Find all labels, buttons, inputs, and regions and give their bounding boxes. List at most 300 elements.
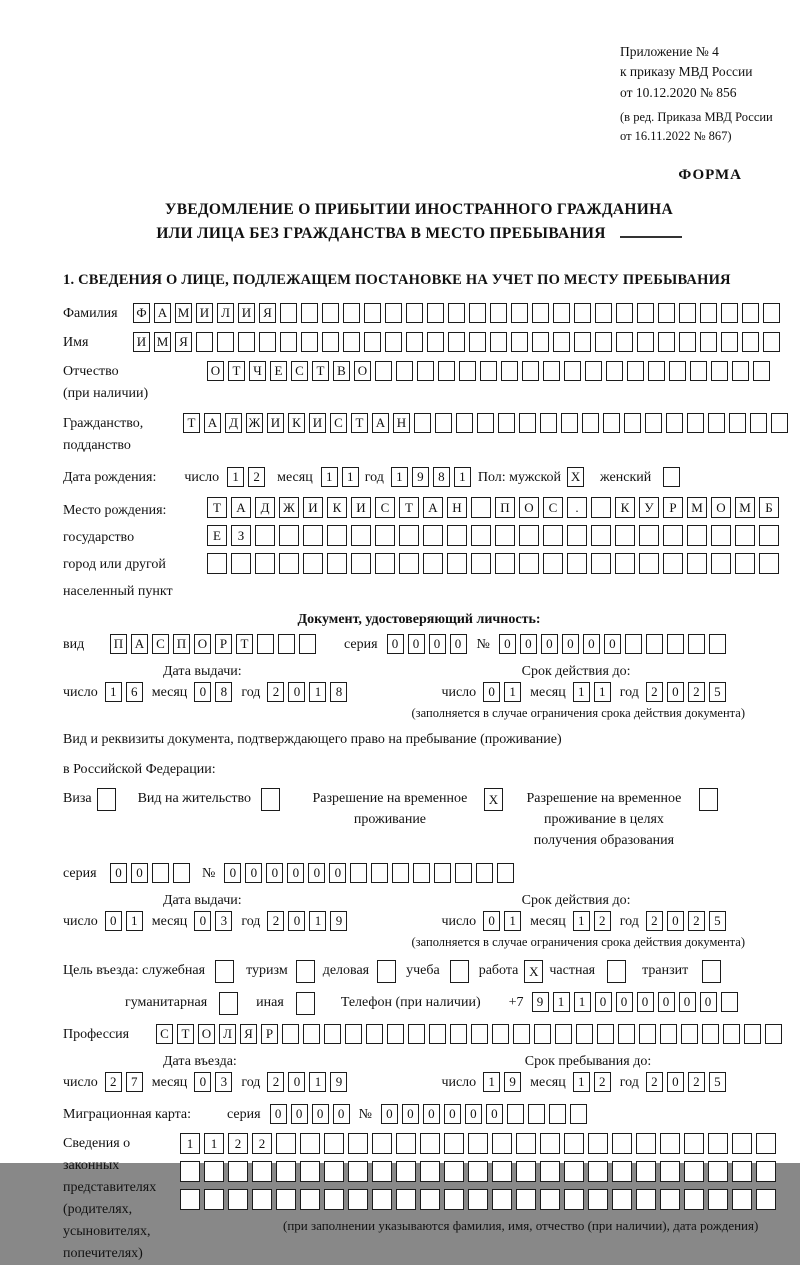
char-cell[interactable]: 0 (444, 1104, 461, 1124)
char-cell[interactable] (742, 303, 759, 323)
char-cell[interactable]: Р (261, 1024, 278, 1044)
char-cell[interactable] (744, 1024, 761, 1044)
char-cell[interactable] (406, 332, 423, 352)
char-cell[interactable]: 0 (499, 634, 516, 654)
entry-month-input[interactable] (194, 1072, 232, 1092)
char-cell[interactable]: 9 (330, 911, 347, 931)
char-cell[interactable] (763, 303, 780, 323)
patronymic-input[interactable] (207, 361, 770, 381)
char-cell[interactable] (327, 553, 347, 574)
char-cell[interactable]: 2 (594, 911, 611, 931)
char-cell[interactable]: С (291, 361, 308, 381)
char-cell[interactable] (469, 332, 486, 352)
char-cell[interactable]: 1 (504, 682, 521, 702)
char-cell[interactable] (663, 525, 683, 546)
char-cell[interactable] (476, 863, 493, 883)
char-cell[interactable]: X (567, 467, 584, 487)
char-cell[interactable] (750, 413, 767, 433)
char-cell[interactable] (278, 634, 295, 654)
char-cell[interactable] (259, 332, 276, 352)
char-cell[interactable]: П (495, 497, 515, 518)
char-cell[interactable]: О (198, 1024, 215, 1044)
sex-female-checkbox[interactable] (663, 467, 680, 487)
char-cell[interactable]: Л (219, 1024, 236, 1044)
char-cell[interactable] (759, 525, 779, 546)
char-cell[interactable] (280, 332, 297, 352)
char-cell[interactable] (372, 1189, 392, 1210)
char-cell[interactable] (564, 361, 581, 381)
char-cell[interactable]: А (423, 497, 443, 518)
char-cell[interactable] (666, 413, 683, 433)
char-cell[interactable] (606, 361, 623, 381)
char-cell[interactable] (238, 332, 255, 352)
char-cell[interactable] (555, 1024, 572, 1044)
char-cell[interactable] (300, 1161, 320, 1182)
char-cell[interactable] (759, 553, 779, 574)
char-cell[interactable] (702, 960, 721, 983)
char-cell[interactable]: 0 (541, 634, 558, 654)
char-cell[interactable] (423, 525, 443, 546)
char-cell[interactable] (511, 303, 528, 323)
char-cell[interactable]: 8 (330, 682, 347, 702)
char-cell[interactable] (471, 553, 491, 574)
char-cell[interactable]: 0 (483, 682, 500, 702)
char-cell[interactable] (615, 553, 635, 574)
char-cell[interactable]: З (231, 525, 251, 546)
char-cell[interactable] (492, 1133, 512, 1154)
char-cell[interactable]: 0 (288, 1072, 305, 1092)
char-cell[interactable]: 2 (646, 911, 663, 931)
char-cell[interactable] (574, 303, 591, 323)
char-cell[interactable] (688, 634, 705, 654)
char-cell[interactable] (690, 361, 707, 381)
name-input[interactable] (133, 332, 780, 352)
char-cell[interactable] (448, 332, 465, 352)
char-cell[interactable] (663, 553, 683, 574)
char-cell[interactable] (469, 303, 486, 323)
char-cell[interactable]: 1 (309, 1072, 326, 1092)
char-cell[interactable]: Р (663, 497, 683, 518)
char-cell[interactable]: Ф (133, 303, 150, 323)
char-cell[interactable] (490, 303, 507, 323)
char-cell[interactable] (564, 1189, 584, 1210)
char-cell[interactable] (279, 525, 299, 546)
char-cell[interactable]: 1 (594, 682, 611, 702)
char-cell[interactable] (721, 992, 738, 1012)
char-cell[interactable] (711, 525, 731, 546)
char-cell[interactable]: М (175, 303, 192, 323)
char-cell[interactable]: 0 (583, 634, 600, 654)
doc-issue-month-input[interactable] (194, 682, 232, 702)
char-cell[interactable] (498, 413, 515, 433)
char-cell[interactable] (427, 332, 444, 352)
char-cell[interactable]: Ж (279, 497, 299, 518)
char-cell[interactable]: 0 (402, 1104, 419, 1124)
char-cell[interactable]: П (110, 634, 127, 654)
char-cell[interactable] (615, 525, 635, 546)
char-cell[interactable]: X (524, 960, 543, 983)
char-cell[interactable] (447, 553, 467, 574)
char-cell[interactable]: 5 (709, 911, 726, 931)
char-cell[interactable]: Б (759, 497, 779, 518)
char-cell[interactable]: 0 (288, 682, 305, 702)
entry-year-input[interactable] (267, 1072, 347, 1092)
char-cell[interactable] (204, 1161, 224, 1182)
char-cell[interactable]: Т (312, 361, 329, 381)
char-cell[interactable] (471, 1024, 488, 1044)
char-cell[interactable] (658, 303, 675, 323)
stay-day-input[interactable] (483, 1072, 521, 1092)
char-cell[interactable]: 2 (252, 1133, 272, 1154)
char-cell[interactable] (348, 1161, 368, 1182)
char-cell[interactable]: 0 (562, 634, 579, 654)
char-cell[interactable]: А (131, 634, 148, 654)
doc-number-input[interactable] (499, 634, 726, 654)
char-cell[interactable]: Т (236, 634, 253, 654)
char-cell[interactable]: 9 (504, 1072, 521, 1092)
char-cell[interactable] (324, 1189, 344, 1210)
char-cell[interactable] (711, 361, 728, 381)
char-cell[interactable] (543, 361, 560, 381)
char-cell[interactable] (471, 497, 491, 518)
char-cell[interactable] (669, 361, 686, 381)
char-cell[interactable] (296, 992, 315, 1015)
char-cell[interactable] (549, 1104, 566, 1124)
char-cell[interactable] (660, 1133, 680, 1154)
char-cell[interactable]: 9 (412, 467, 429, 487)
char-cell[interactable] (408, 1024, 425, 1044)
char-cell[interactable] (637, 303, 654, 323)
char-cell[interactable] (660, 1161, 680, 1182)
res-issue-month-input[interactable] (194, 911, 232, 931)
char-cell[interactable] (396, 361, 413, 381)
char-cell[interactable] (588, 1189, 608, 1210)
char-cell[interactable]: 0 (194, 1072, 211, 1092)
char-cell[interactable] (231, 553, 251, 574)
res-valid-day-input[interactable] (483, 911, 521, 931)
char-cell[interactable]: 0 (486, 1104, 503, 1124)
char-cell[interactable]: 0 (423, 1104, 440, 1124)
char-cell[interactable] (603, 413, 620, 433)
char-cell[interactable] (742, 332, 759, 352)
char-cell[interactable] (303, 1024, 320, 1044)
char-cell[interactable] (658, 332, 675, 352)
representatives-row2-input[interactable] (180, 1161, 776, 1182)
char-cell[interactable] (660, 1189, 680, 1210)
char-cell[interactable] (371, 863, 388, 883)
char-cell[interactable]: А (372, 413, 389, 433)
char-cell[interactable] (639, 1024, 656, 1044)
char-cell[interactable]: 0 (287, 863, 304, 883)
char-cell[interactable]: 0 (270, 1104, 287, 1124)
char-cell[interactable] (324, 1024, 341, 1044)
char-cell[interactable]: 0 (308, 863, 325, 883)
char-cell[interactable] (495, 525, 515, 546)
char-cell[interactable]: С (152, 634, 169, 654)
char-cell[interactable]: Я (240, 1024, 257, 1044)
char-cell[interactable] (300, 1189, 320, 1210)
res-series-input[interactable] (110, 863, 190, 883)
char-cell[interactable] (756, 1189, 776, 1210)
char-cell[interactable]: 5 (709, 1072, 726, 1092)
char-cell[interactable] (753, 361, 770, 381)
char-cell[interactable]: 1 (180, 1133, 200, 1154)
char-cell[interactable]: 0 (131, 863, 148, 883)
char-cell[interactable]: 1 (204, 1133, 224, 1154)
char-cell[interactable] (765, 1024, 782, 1044)
char-cell[interactable] (301, 303, 318, 323)
char-cell[interactable]: Т (399, 497, 419, 518)
char-cell[interactable] (519, 413, 536, 433)
char-cell[interactable] (612, 1161, 632, 1182)
char-cell[interactable] (612, 1189, 632, 1210)
char-cell[interactable]: К (327, 497, 347, 518)
char-cell[interactable] (345, 1024, 362, 1044)
char-cell[interactable] (324, 1133, 344, 1154)
char-cell[interactable]: 2 (688, 911, 705, 931)
char-cell[interactable] (567, 553, 587, 574)
surname-input[interactable] (133, 303, 780, 323)
char-cell[interactable] (480, 361, 497, 381)
char-cell[interactable] (468, 1161, 488, 1182)
char-cell[interactable] (444, 1133, 464, 1154)
char-cell[interactable]: 1 (126, 911, 143, 931)
char-cell[interactable]: 1 (573, 911, 590, 931)
char-cell[interactable] (343, 303, 360, 323)
char-cell[interactable]: 0 (667, 911, 684, 931)
char-cell[interactable] (756, 1133, 776, 1154)
char-cell[interactable]: Д (255, 497, 275, 518)
char-cell[interactable] (588, 1133, 608, 1154)
char-cell[interactable] (196, 332, 213, 352)
char-cell[interactable]: Р (215, 634, 232, 654)
char-cell[interactable] (413, 863, 430, 883)
res-valid-year-input[interactable] (646, 911, 726, 931)
char-cell[interactable] (684, 1161, 704, 1182)
birth-day-input[interactable] (227, 467, 265, 487)
res-issue-day-input[interactable] (105, 911, 143, 931)
char-cell[interactable]: 1 (504, 911, 521, 931)
char-cell[interactable] (471, 525, 491, 546)
char-cell[interactable]: 0 (465, 1104, 482, 1124)
char-cell[interactable]: 9 (330, 1072, 347, 1092)
purpose-transit-checkbox[interactable] (702, 960, 721, 983)
char-cell[interactable] (427, 303, 444, 323)
char-cell[interactable]: 0 (387, 634, 404, 654)
representatives-row1-input[interactable] (180, 1133, 776, 1154)
char-cell[interactable]: 0 (667, 682, 684, 702)
char-cell[interactable] (366, 1024, 383, 1044)
char-cell[interactable] (385, 303, 402, 323)
char-cell[interactable] (528, 1104, 545, 1124)
char-cell[interactable] (591, 553, 611, 574)
char-cell[interactable] (519, 553, 539, 574)
char-cell[interactable] (616, 332, 633, 352)
char-cell[interactable] (576, 1024, 593, 1044)
char-cell[interactable] (387, 1024, 404, 1044)
char-cell[interactable] (257, 634, 274, 654)
char-cell[interactable] (534, 1024, 551, 1044)
char-cell[interactable] (276, 1161, 296, 1182)
char-cell[interactable]: 0 (700, 992, 717, 1012)
char-cell[interactable] (434, 863, 451, 883)
residence-permit-checkbox[interactable] (261, 788, 280, 811)
char-cell[interactable]: 0 (288, 911, 305, 931)
char-cell[interactable] (97, 788, 116, 811)
char-cell[interactable] (625, 634, 642, 654)
char-cell[interactable] (444, 1161, 464, 1182)
char-cell[interactable] (406, 303, 423, 323)
char-cell[interactable] (385, 332, 402, 352)
char-cell[interactable] (324, 1161, 344, 1182)
char-cell[interactable]: 2 (267, 682, 284, 702)
res-issue-year-input[interactable] (267, 911, 347, 931)
char-cell[interactable] (492, 1024, 509, 1044)
char-cell[interactable]: 0 (616, 992, 633, 1012)
char-cell[interactable] (372, 1161, 392, 1182)
char-cell[interactable] (399, 525, 419, 546)
char-cell[interactable]: У (639, 497, 659, 518)
char-cell[interactable] (180, 1161, 200, 1182)
char-cell[interactable] (616, 303, 633, 323)
char-cell[interactable]: 2 (267, 911, 284, 931)
char-cell[interactable] (435, 413, 452, 433)
char-cell[interactable]: Ж (246, 413, 263, 433)
char-cell[interactable] (645, 413, 662, 433)
char-cell[interactable] (348, 1133, 368, 1154)
char-cell[interactable]: 0 (520, 634, 537, 654)
char-cell[interactable] (618, 1024, 635, 1044)
char-cell[interactable]: 1 (321, 467, 338, 487)
char-cell[interactable] (279, 553, 299, 574)
char-cell[interactable]: 0 (194, 682, 211, 702)
char-cell[interactable] (152, 863, 169, 883)
doc-valid-year-input[interactable] (646, 682, 726, 702)
char-cell[interactable] (420, 1133, 440, 1154)
char-cell[interactable] (679, 332, 696, 352)
char-cell[interactable] (252, 1161, 272, 1182)
char-cell[interactable]: 1 (391, 467, 408, 487)
char-cell[interactable]: 0 (667, 1072, 684, 1092)
char-cell[interactable] (299, 634, 316, 654)
char-cell[interactable] (455, 863, 472, 883)
char-cell[interactable]: Н (393, 413, 410, 433)
char-cell[interactable] (322, 332, 339, 352)
char-cell[interactable] (519, 525, 539, 546)
char-cell[interactable] (570, 1104, 587, 1124)
char-cell[interactable] (322, 303, 339, 323)
char-cell[interactable] (282, 1024, 299, 1044)
char-cell[interactable] (732, 1133, 752, 1154)
char-cell[interactable]: 0 (224, 863, 241, 883)
char-cell[interactable] (591, 497, 611, 518)
char-cell[interactable]: Т (183, 413, 200, 433)
char-cell[interactable] (567, 525, 587, 546)
char-cell[interactable] (450, 1024, 467, 1044)
doc-valid-day-input[interactable] (483, 682, 521, 702)
char-cell[interactable]: 6 (126, 682, 143, 702)
char-cell[interactable] (375, 525, 395, 546)
char-cell[interactable] (588, 1161, 608, 1182)
char-cell[interactable] (219, 992, 238, 1015)
char-cell[interactable]: 0 (291, 1104, 308, 1124)
char-cell[interactable] (372, 1133, 392, 1154)
char-cell[interactable] (582, 413, 599, 433)
char-cell[interactable]: 0 (333, 1104, 350, 1124)
doc-issue-day-input[interactable] (105, 682, 143, 702)
char-cell[interactable] (255, 525, 275, 546)
char-cell[interactable]: 1 (309, 682, 326, 702)
stay-month-input[interactable] (573, 1072, 611, 1092)
char-cell[interactable] (553, 303, 570, 323)
char-cell[interactable] (708, 413, 725, 433)
char-cell[interactable] (729, 413, 746, 433)
char-cell[interactable]: С (375, 497, 395, 518)
purpose-tourism-checkbox[interactable] (296, 960, 315, 983)
char-cell[interactable]: Ч (249, 361, 266, 381)
char-cell[interactable] (735, 525, 755, 546)
char-cell[interactable] (540, 1133, 560, 1154)
char-cell[interactable] (255, 553, 275, 574)
char-cell[interactable]: 1 (574, 992, 591, 1012)
char-cell[interactable] (771, 413, 788, 433)
representatives-row3-input[interactable] (180, 1189, 776, 1210)
char-cell[interactable] (423, 553, 443, 574)
purpose-work-checkbox[interactable] (524, 960, 543, 983)
char-cell[interactable] (204, 1189, 224, 1210)
char-cell[interactable] (532, 332, 549, 352)
char-cell[interactable] (492, 1189, 512, 1210)
char-cell[interactable]: 2 (267, 1072, 284, 1092)
char-cell[interactable] (364, 332, 381, 352)
char-cell[interactable] (627, 361, 644, 381)
char-cell[interactable] (276, 1189, 296, 1210)
char-cell[interactable]: 0 (595, 992, 612, 1012)
char-cell[interactable] (207, 553, 227, 574)
doc-issue-year-input[interactable] (267, 682, 347, 702)
char-cell[interactable]: 1 (342, 467, 359, 487)
char-cell[interactable]: 0 (194, 911, 211, 931)
char-cell[interactable] (507, 1104, 524, 1124)
char-cell[interactable]: Н (447, 497, 467, 518)
char-cell[interactable] (468, 1133, 488, 1154)
char-cell[interactable] (646, 634, 663, 654)
char-cell[interactable] (420, 1161, 440, 1182)
doc-series-input[interactable] (387, 634, 467, 654)
char-cell[interactable] (639, 525, 659, 546)
char-cell[interactable]: 8 (433, 467, 450, 487)
doc-valid-month-input[interactable] (573, 682, 611, 702)
phone-input[interactable] (532, 992, 738, 1012)
char-cell[interactable] (700, 303, 717, 323)
char-cell[interactable]: 3 (215, 1072, 232, 1092)
purpose-private-checkbox[interactable] (607, 960, 626, 983)
doc-type-input[interactable] (110, 634, 316, 654)
char-cell[interactable]: И (196, 303, 213, 323)
char-cell[interactable] (343, 332, 360, 352)
char-cell[interactable]: 0 (429, 634, 446, 654)
char-cell[interactable]: 0 (381, 1104, 398, 1124)
char-cell[interactable] (215, 960, 234, 983)
char-cell[interactable] (513, 1024, 530, 1044)
purpose-other-checkbox[interactable] (296, 992, 315, 1015)
char-cell[interactable]: И (267, 413, 284, 433)
char-cell[interactable]: 1 (573, 682, 590, 702)
char-cell[interactable] (180, 1189, 200, 1210)
char-cell[interactable] (636, 1189, 656, 1210)
birthplace-row2-input[interactable] (207, 525, 779, 546)
char-cell[interactable] (392, 863, 409, 883)
